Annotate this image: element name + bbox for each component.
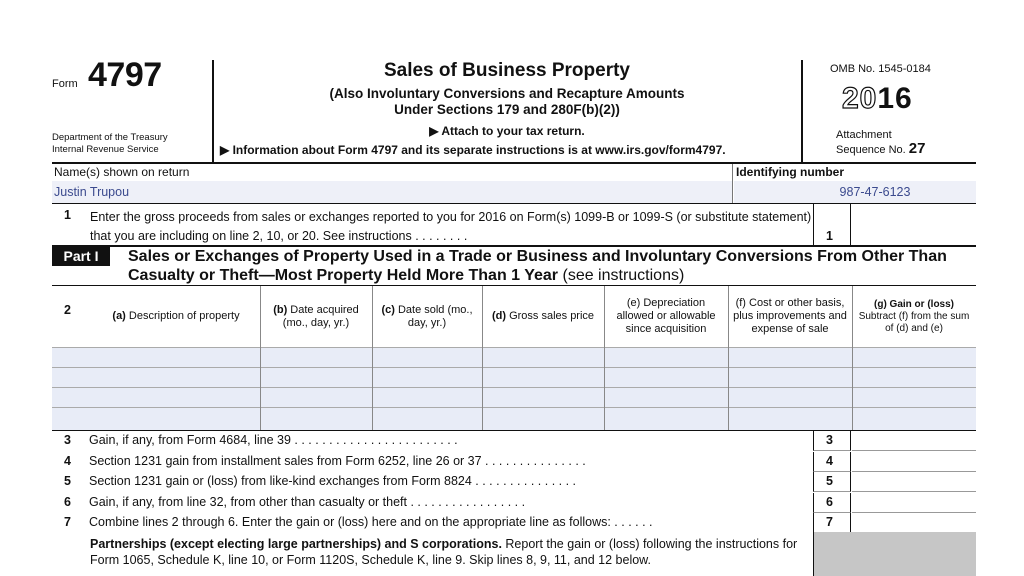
line-4-amount-field[interactable] — [852, 452, 976, 472]
table-grid-line — [604, 286, 605, 431]
line-1-amount-field[interactable] — [852, 204, 976, 246]
department-line-1: Department of the Treasury — [52, 132, 168, 143]
col-description-label: Description of property — [128, 310, 240, 322]
col-cost-basis — [728, 286, 852, 347]
col-gain-loss — [852, 286, 976, 347]
line-1-number: 1 — [64, 208, 71, 222]
shaded-box — [813, 532, 976, 576]
line-3-row — [52, 431, 976, 451]
form-number: 4797 — [88, 56, 162, 94]
table-grid-line — [852, 286, 853, 431]
line-7-box-number: 7 — [826, 515, 833, 529]
col-date-sold — [372, 286, 482, 347]
line-6-row — [52, 493, 976, 513]
line-1-text: Enter the gross proceeds from sales or exchanges reported to you for 2016 on Form(s) 1099-B or 1099-S (or substitute statement) that you are including on line 2, 10, or 20. See instructions . . . . . . . . — [90, 210, 812, 243]
part-1-title — [128, 247, 976, 285]
form-label: Form — [52, 78, 78, 90]
col-date-sold-key: (c) — [381, 303, 395, 316]
header-divider-right — [801, 60, 803, 162]
subtitle-line-1: (Also Involuntary Conversions and Recapture Amounts — [329, 86, 685, 101]
line-6-amount-field[interactable] — [852, 493, 976, 513]
name-label: Name(s) shown on return — [54, 165, 190, 179]
line-7-row — [52, 513, 976, 533]
line-4-number: 4 — [64, 454, 71, 468]
col-description-key: (a) — [112, 310, 126, 322]
col-gross-sales-label: Gross sales price — [509, 310, 595, 322]
line-3-number: 3 — [64, 433, 71, 447]
line-5-box-number: 5 — [826, 474, 833, 488]
tax-year — [842, 82, 913, 116]
department-line-2: Internal Revenue Service — [52, 144, 159, 155]
attachment-sequence — [836, 129, 925, 157]
line-2-number: 2 — [64, 303, 71, 317]
name-field[interactable] — [52, 181, 732, 203]
partnerships-rest: Report the gain or (loss) following the instructions for Form 1065, Schedule K, line 10, or Form 1120S, Schedule K, line 9. Skip lines 8, 9, 11, and 12 below. — [90, 537, 798, 567]
col-depreciation-label: (e) Depreciation allowed or allowable since acquisition — [616, 297, 716, 335]
attachment-label: Attachment — [836, 129, 892, 141]
line-7-number: 7 — [64, 515, 71, 529]
table-grid-line — [482, 286, 483, 431]
col-gross-sales — [482, 286, 604, 347]
omb-number: OMB No. 1545-0184 — [830, 63, 931, 75]
part-1-badge: Part I — [52, 246, 110, 266]
identifying-number-label: Identifying number — [736, 165, 844, 179]
line-1-box-number: 1 — [826, 229, 833, 243]
partnerships-bold: Partnerships (except electing large partnerships) and S corporations. — [90, 537, 502, 551]
col-description — [92, 286, 260, 347]
sequence-label: Sequence No. — [836, 144, 906, 156]
line-7-text: Combine lines 2 through 6. Enter the gain or (loss) here and on the appropriate line as follows: . . . . . . — [89, 515, 653, 529]
line-3-amount-field[interactable] — [852, 431, 976, 451]
line-6-number: 6 — [64, 495, 71, 509]
col-gain-loss-key: (g) Gain or (loss) — [874, 298, 954, 310]
info-instruction: ▶ Information about Form 4797 and its separate instructions is at www.irs.gov/form4797. — [220, 143, 726, 157]
line-7-amount-field[interactable] — [852, 513, 976, 533]
sequence-number: 27 — [908, 140, 926, 157]
part-1-note: (see instructions) — [562, 267, 685, 284]
col-date-acquired-key: (b) — [273, 303, 288, 316]
tax-year-outline: 20 — [842, 82, 878, 115]
header-rule — [52, 162, 976, 164]
col-cost-basis-label: (f) Cost or other basis, plus improvements and expense of sale — [733, 297, 847, 335]
table-row[interactable] — [52, 387, 976, 407]
col-gross-sales-key: (d) — [491, 310, 506, 322]
line-6-box-number: 6 — [826, 495, 833, 509]
form-subtitle — [213, 86, 801, 118]
identifying-number-field[interactable] — [734, 181, 976, 203]
col-date-sold-label: Date sold (mo., day, yr.) — [397, 303, 473, 329]
col-depreciation — [604, 286, 728, 347]
line-6-text: Gain, if any, from line 32, from other than casualty or theft . . . . . . . . . . . . . . . . . — [89, 495, 526, 509]
form-title: Sales of Business Property — [383, 60, 631, 81]
attach-instruction: ▶ Attach to your tax return. — [429, 124, 585, 138]
table-row[interactable] — [52, 347, 976, 367]
line-5-text: Section 1231 gain or (loss) from like-kind exchanges from Form 8824 . . . . . . . . . . . . . . . — [89, 474, 576, 488]
subtitle-line-2: Under Sections 179 and 280F(b)(2)) — [394, 102, 620, 117]
col-date-acquired — [260, 286, 372, 347]
part-1-title-text: Sales or Exchanges of Property Used in a Trade or Business and Involuntary Conversions From Other Than Casualty or Theft—Most Property Held More Than 1 Year — [128, 248, 947, 284]
col-date-acquired-label: Date acquired (mo., day, yr.) — [282, 303, 359, 329]
line-3-text: Gain, if any, from Form 4684, line 39 . . . . . . . . . . . . . . . . . . . . . . . . — [89, 433, 458, 447]
line-4-row — [52, 452, 976, 472]
line-3-box-number: 3 — [826, 433, 833, 447]
line-4-text: Section 1231 gain from installment sales from Form 6252, line 26 or 37 . . . . . . . . . . . . . . . — [89, 454, 586, 468]
property-table — [52, 286, 976, 431]
table-row[interactable] — [52, 367, 976, 387]
line-5-amount-field[interactable] — [852, 472, 976, 492]
partnerships-instruction — [90, 536, 810, 568]
line-4-box-number: 4 — [826, 454, 833, 468]
col-gain-loss-label: Subtract (f) from the sum of (d) and (e) — [858, 310, 970, 334]
line-5-number: 5 — [64, 474, 71, 488]
table-row[interactable] — [52, 407, 976, 431]
name-id-divider — [732, 164, 733, 204]
line-5-row — [52, 472, 976, 492]
table-grid-line — [728, 286, 729, 431]
tax-year-bold: 16 — [877, 82, 913, 115]
table-grid-line — [260, 286, 261, 431]
department-label — [52, 132, 168, 156]
table-grid-line — [372, 286, 373, 431]
